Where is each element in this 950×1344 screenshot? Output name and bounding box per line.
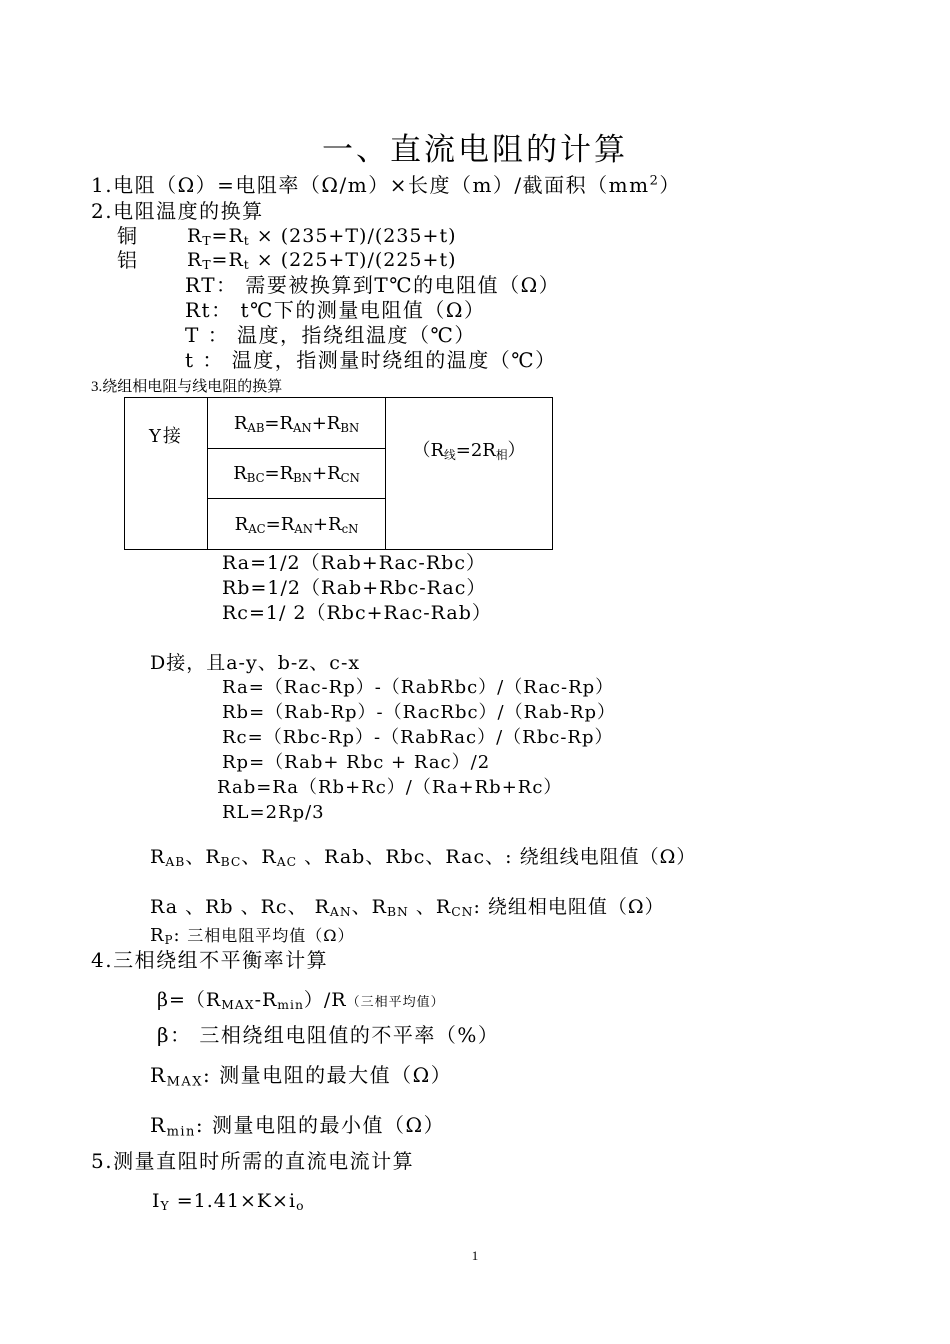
relation-cell: $(R_线=2R_相)$	[386, 398, 553, 550]
resistance-formula: 1.电阻（Ω）=电阻率（Ω/m）×长度（m）/截面积$(mm^2)$	[91, 173, 681, 197]
section-3-heading: 3.绕组相电阻与线电阻的换算	[91, 379, 283, 395]
aluminum-formula: $R_T=R_t \times (225+T)/(225+t)$	[187, 249, 457, 273]
def-Rt: Rt： t℃下的测量电阻值（Ω）	[185, 298, 486, 322]
d-eq-rab: Rab=Ra（Rb+Rc）/（Ra+Rb+Rc）	[217, 777, 563, 798]
y-row-ac: $R_{AC}=R_{AN}+R_{cN}$	[208, 499, 386, 550]
delta-label: D接，且a-y、b-z、c-x	[150, 652, 361, 674]
def-t: t ： 温度，指测量时绕组的温度（℃）	[185, 348, 557, 372]
rmax-def: $R_{MAX}$: 测量电阻的最大值（Ω）	[150, 1063, 453, 1090]
y-eq-ra: Ra=1/2（Rab+Rac-Rbc）	[222, 552, 486, 574]
beta-def: β： 三相绕组电阻值的不平率（%）	[157, 1023, 500, 1047]
d-eq-ra: Ra=（Rac-Rp）-（RabRbc）/（Rac-Rp）	[222, 677, 615, 698]
y-row-ab: $R_{AB}=R_{AN}+R_{BN}$	[208, 398, 386, 449]
y-row-bc: $R_{BC}=R_{BN}+R_{CN}$	[208, 449, 386, 499]
d-eq-rb: Rb=（Rab-Rp）-（RacRbc）/（Rab-Rp）	[222, 702, 616, 723]
aluminum-label: 铝	[117, 248, 139, 272]
note-line-resistance: $R_{AB}$、$R_{BC}$、$R_{AC}$ 、Rab、Rbc、Rac、: 绕组线电阻值（Ω）	[150, 846, 697, 870]
y-eq-rc: Rc=1/ 2（Rbc+Rac-Rab）	[222, 602, 492, 624]
d-eq-rc: Rc=（Rbc-Rp）-（RabRac）/（Rbc-Rp）	[222, 727, 614, 748]
current-equation: $I_Y =1.41\times K\times i_o$	[152, 1190, 305, 1214]
note-rp: $R_P$: 三相电阻平均值（Ω）	[150, 925, 355, 947]
rmin-def: $R_{min}$: 测量电阻的最小值（Ω）	[150, 1113, 446, 1140]
y-connection-table	[124, 397, 553, 550]
page-number: 1	[471, 1248, 479, 1263]
section-5-heading: 5.测量直阻时所需的直流电流计算	[91, 1149, 415, 1173]
y-eq-rb: Rb=1/2（Rab+Rbc-Rac）	[222, 577, 487, 599]
beta-equation: $\beta=(R_{MAX}-R_{min})/R$（三相平均值）	[157, 989, 445, 1013]
d-eq-rp: Rp=（Rab+ Rbc + Rac）/2	[222, 752, 491, 773]
y-label-cell: Y接	[125, 398, 208, 550]
copper-label: 铜	[117, 224, 139, 248]
page-title: 一、直流电阻的计算	[322, 132, 628, 168]
copper-formula: $R_T=R_t \times (235+T)/(235+t)$	[187, 225, 457, 249]
section-4-heading: 4.三相绕组不平衡率计算	[91, 948, 329, 972]
note-phase-resistance: Ra 、Rb 、Rc、 $R_{AN}$、$R_{BN}$ 、$R_{CN}$: 绕组相电阻值（Ω）	[150, 896, 665, 920]
def-RT: RT： 需要被换算到T℃的电阻值（Ω）	[185, 273, 561, 297]
d-eq-rl: RL=2Rp/3	[222, 802, 325, 823]
def-T: T ： 温度，指绕组温度（℃）	[185, 323, 476, 347]
section-2-heading: 2.电阻温度的换算	[91, 199, 264, 223]
